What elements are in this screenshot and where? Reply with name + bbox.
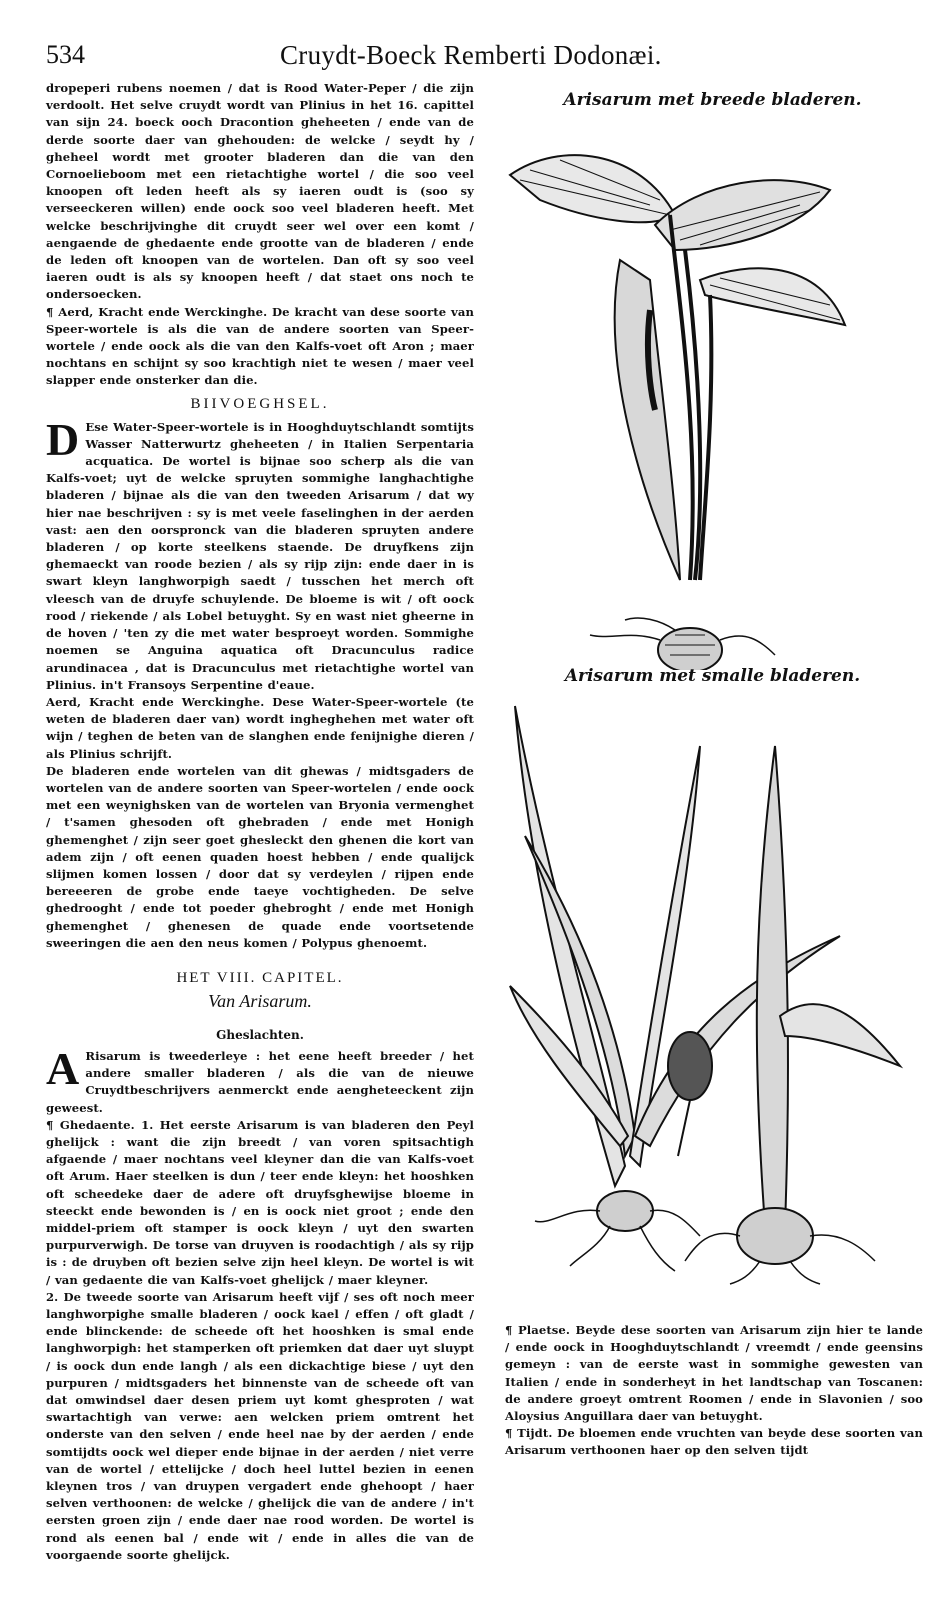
tuber-left (597, 1191, 653, 1231)
right-leaf (780, 1004, 900, 1066)
second-kind-paragraph: 2. De tweede soorte van Arisarum heeft vijf / ses oft noch meer langhworpighe smalle bladeren / oock kael / effen / oft gladt / ende blinckende: de scheede oft het hooshken is smal ende langhworpigh: het stamperken oft priemken dat daer uyt sluypt / is oock dun ende langh / als een dickachtige biese / uyt den purpuren / midtsgaders het binnenste van de scheede oft van dat omwindsel daer desen priem uyt komt ghesproten / wat swartachtigh van verwe: aen welcken priem omtrent het onderste van den selven / ende heel nae by der aerden / ende somtijdts oock wel dieper ende bijnae in der aerden / niet verre van de wortel / ettelijcke / doch heel luttel bezien in eenen kleynen tros / van druypen vergadert ende ghehoopt / haer selven verthoonen: de welcke / ghelijck die van de andere / in't eersten groen zijn / ende daer nae rood worden. De wortel is rond als eenen bal / ende wit / ende in alles die van de voorgaende soorte ghelijck. (46, 1289, 474, 1562)
plaetse-paragraph: ¶ Plaetse. Beyde dese soorten van Arisarum zijn hier te lande / ende oock in Hooghduytschlandt / vreemdt / ende geensins gemeyn : van de eerste wast in sommighe gewesten van Italien / ende in sonderheyt in het landtschap van Toscanen: de andere groeyt omtrent Roomen / ende in Slavonien / soo Aloysius Anguillara daer van betuyght. (505, 1323, 923, 1424)
bijvoeghsel-kracht: Aerd, Kracht ende Werckinghe. Dese Water-Speer-wortele (te weten de bladeren daer van) wordt ingheghehen met water oft wijn / teghen de beten van de slanghen ende fenijnighe dieren / als Plinius schrijft. (46, 694, 474, 761)
right-text-block (505, 1322, 923, 1460)
intro-paragraph: dropeperi rubens noemen / dat is Rood Water-Peper / die zijn verdoolt. Het selve cruydt wordt van Plinius in het 16. capittel van sijn 24. boeck ooch Dracontion gheheeten / ende van de derde soorte daer van ghehouden: de welcke / seydt hy / gheheel wordt met grooter bladeren dan die van den Cornoelieboom met een rietachtighe wortel / die soo veel knoopen oft leden heeft als sy iaeren oudt is (soo sy verseeckeren willen) ende oock soo veel bladeren heeft. Met welcke beschrijvinghe dit cruydt seer wel over een komt / aengaende de ghedaente ende grootte van de bladeren / ende de leden oft knoopen van de wortelen. Dan oft sy soo veel iaeren oudt is als sy knoopen heeft / dat staet ons noch te ondersoecken. (46, 81, 474, 302)
tijdt-paragraph: ¶ Tijdt. De bloemen ende vruchten van beyde dese soorten van Arisarum verthoonen haer op den selven tijdt (505, 1426, 923, 1458)
ghedaente-paragraph: ¶ Ghedaente. 1. Het eerste Arisarum is van bladeren den Peyl ghelijck : want die zijn breedt / van voren spitsachtigh afgaende / maer nochtans veel kleyner dan die van Kalfs-voet oft Arum. Haer steelken is dun / teer ende kleyn: het hooshken oft scheedeke daer de adere oft druyfsghewijse bloeme in steeckt ende bewonden is / en is oock niet groot ; ende den middel-priem oft stamper is oock kleyn / uyt den swarten purpurverwigh. De torse van druyven is roodachtigh / als sy rijp is : de druyben oft bezien selve zijn heel kleyn. De wortel is wit / van gedaente die van Kalfs-voet ghelijck / maer kleyner. (46, 1117, 474, 1287)
left-column (46, 80, 474, 1564)
kinds-paragraph (46, 1042, 474, 1117)
woodcut-broad-leaves (500, 110, 925, 670)
bijvoeghsel-more: De bladeren ende wortelen van dit ghewas / midtsgaders de wortelen van de andere soorten van Speer-wortelen / ende oock met een weynighsken van de wortelen van Bryonia vermenghet / t'samen ghesoden oft ghebraden / ende met Honigh ghemenghet / zijn seer goet ghesleckt den ghenen die kort van adem zijn / oft eenen quaden hoest hebben / ende qualijck slijmen komen lossen / door dat sy verdeylen / rijpen ende bereeeren de grobe ende taeye vochtigheden. De selve ghedrooght / ende tot poeder ghebroght / ende met Honigh ghemenghet / ghenesen de quade ende voortsetende sweeringen die aen den neus komen / Polypus ghenoemt. (46, 763, 474, 950)
chapter-title: HET VIII. CAPITEL. (176, 969, 344, 986)
bijvoeghsel-title: BIIVOEGHSEL. (190, 395, 330, 412)
kinds-text: Risarum is tweederleye : het eene heeft breeder / het andere smaller bladeren / als die van de nieuwe Cruydtbeschrijvers aenmerckt ende aengheteeckent zijn geweest. (46, 1048, 474, 1115)
kracht-paragraph: ¶ Aerd, Kracht ende Werckinghe. De kracht van dese soorte van Speer-wortele is als die van de andere soorten van Speer-wortele / ende oock als die van den Kalfs-voet oft Aron ; maer nochtans en schijnt sy soo krachtigh niet te wesen / maer veel slapper ende onsterker dan die. (46, 304, 474, 388)
drop-cap-d: D (46, 413, 80, 465)
chapter-subtitle: Van Arisarum. (208, 990, 312, 1011)
bijvoeghsel-paragraph (46, 413, 474, 694)
drop-cap-a: A (46, 1042, 80, 1094)
caption-broad-leaves: Arisarum met breede bladeren. (563, 90, 862, 110)
tuber (658, 628, 722, 670)
running-title: Cruydt-Boeck Remberti Dodonæi. (280, 40, 662, 70)
spathe-right (757, 746, 788, 1226)
woodcut-narrow-leaves (500, 686, 925, 1286)
right-column (500, 80, 925, 1286)
bijvoeghsel-text: Ese Water-Speer-wortele is in Hooghduytschlandt somtijts Wasser Natterwurtz gheheeten / in Italien Serpentaria acquatica. De wortel is bijnae soo scherp als die van Kalfs-voet; uyt de welcke spruyten sommighe langhachtighe bladeren / bijnae als die van den tweeden Arisarum / dat wy hier nae beschrijven : sy is met veele faselinghen in der aerden vast: aen den oorspronck van die bladeren spruyten andere bladeren / op korte steelkens staende. De druyfkens zijn ghemaeckt van roode bezien / als sy rijp zijn: ende daer in is swart kleyn langhworpigh saedt / tusschen het merch oft vleesch van de druyfe schuylende. De bloeme is wit / oft oock rood / riekende / als Lobel betuyght. Sy en wast niet gheerne in de hoven / 'ten zy die met water besproeyt worden. Sommighe noemen se Anguina aquatica oft Dracunculus radice arundinacea , dat is Dracunculus met rietachtighe wortel van Plinius. in't Fransoys Serpentine d'eaue. (46, 419, 474, 692)
page-number: 534 (46, 40, 85, 69)
kinds-heading: Gheslachten. (216, 1027, 304, 1042)
caption-narrow-leaves: Arisarum met smalle bladeren. (564, 666, 861, 686)
berry-cluster (668, 1032, 712, 1100)
spathe (615, 260, 680, 580)
tuber-right (737, 1208, 813, 1264)
leaf-right (700, 268, 845, 325)
